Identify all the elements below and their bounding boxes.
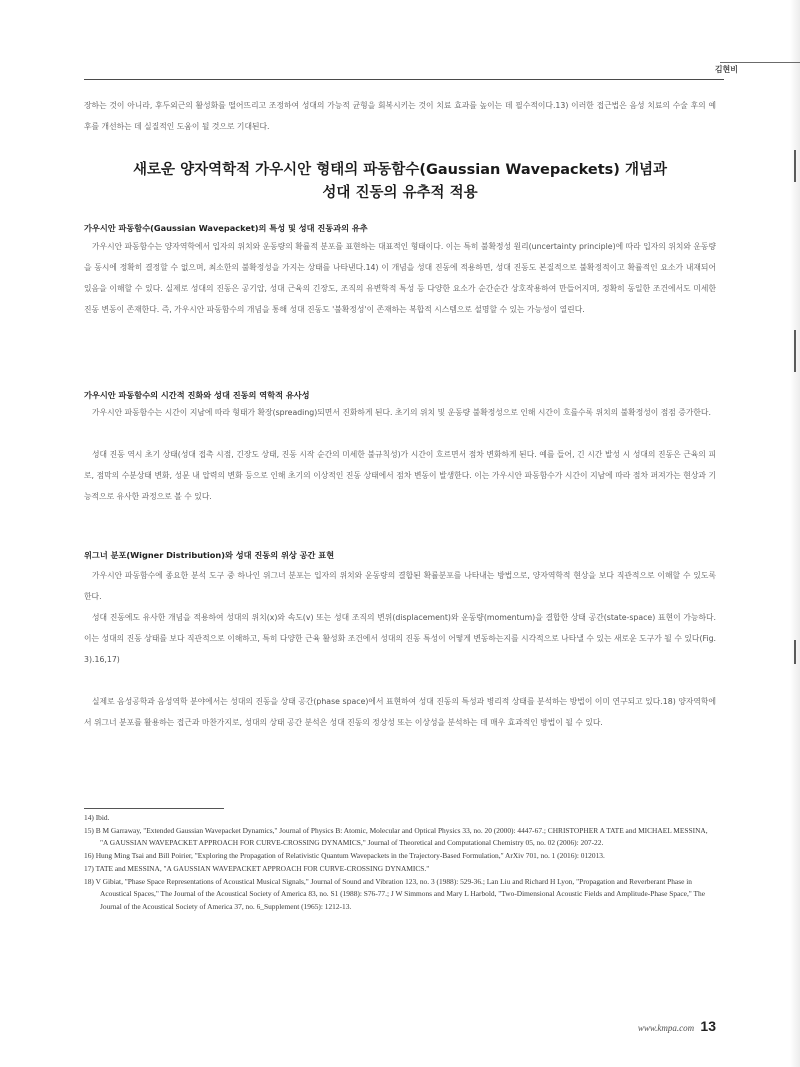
footnote-rule (84, 808, 224, 809)
footer-url: www.kmpa.com (637, 1023, 695, 1033)
subheading-2: 가우시안 파동함수의 시간적 진화와 성대 진동의 역학적 유사성 (84, 390, 310, 400)
paragraph-2-1: 가우시안 파동함수는 시간이 지남에 따라 형태가 확장(spreading)되면서 진화하게 된다. 초기의 위치 및 운동량 불확정성으로 인해 시간이 흐를수록 위치의 불확정성이 점점 증가한다. (92, 408, 711, 417)
header-rule (84, 79, 724, 80)
footnote-item: 16) Hung Ming Tsai and Bill Poirier, "Exploring the Propagation of Relativistic Quantum Wavepackets in the Trajectory-Based Formulation," ArXiv 701, no. 1 (2016): 012013. (84, 851, 605, 861)
subheading-1: 가우시안 파동함수(Gaussian Wavepacket)의 특성 및 성대 진동과의 유추 (84, 223, 368, 233)
footnote-item: 14) Ibid. (84, 813, 110, 822)
section-title-line-1: 새로운 양자역학적 가우시안 형태의 파동함수(Gaussian Wavepackets) 개념과 (133, 162, 667, 178)
paragraph-3-2: 성대 진동에도 유사한 개념을 적용하여 성대의 위치(x)와 속도(v) 또는 성대 조직의 변위(displacement)와 운동량(momentum)을 결합한 상태 공간(state-space) 표현이 가능하다. 이는 성대의 진동 상태를 보다 직관적으로 이해하고, 특히 다양한 근육 활성화 조건에서 성대의 진동 특성이 어떻게 변동하는지를 시각적으로 나타낼 수 있는 새로운 도구가 될 수 있다(Fig. 3).16,17) (84, 613, 716, 664)
section-title-line-2: 성대 진동의 유추적 적용 (322, 185, 478, 201)
subheading-3: 위그너 분포(Wigner Distribution)와 성대 진동의 위상 공간 표현 (84, 550, 335, 560)
intro-paragraph: 장하는 것이 아니라, 후두외근의 활성화를 떨어뜨리고 조정하여 성대의 가능적 균형을 회복시키는 것이 치료 효과를 높이는 데 필수적이다.13) 이러한 접근법은 음성 치료의 수술 후의 예후를 개선하는 데 실질적인 도움이 될 것으로 기대된다. (84, 101, 716, 131)
running-header-author: 김현비 (714, 65, 738, 74)
page-edge-mark (794, 640, 796, 664)
paragraph-3-1: 가우시안 파동함수에 종요한 분석 도구 중 하나인 위그너 분포는 입자의 위치와 운동량의 결합된 확률분포를 나타내는 방법으로, 양자역학적 현상을 보다 직관적으로 이해할 수 있도록 한다. (84, 571, 716, 601)
footnotes-list (84, 812, 716, 914)
page-number: 13 (700, 1018, 716, 1034)
section-title (84, 159, 716, 205)
paragraph-2-2: 성대 진동 역시 초기 상태(성대 접촉 시점, 긴장도 상태, 진동 시작 순간의 미세한 불규칙성)가 시간이 흐르면서 점차 변화하게 된다. 예를 들어, 긴 시간 발성 시 성대의 진동은 근육의 피로, 점막의 수분상태 변화, 성문 내 압력의 변화 등으로 인해 초기의 이상적인 진동 상태에서 점차 변동이 발생한다. 이는 가우시안 파동함수가 시간이 지남에 따라 점차 퍼져가는 현상과 기능적으로 유사한 과정으로 볼 수 있다. (84, 450, 716, 501)
footnote-item: 17) TATE and MESSINA, "A GAUSSIAN WAVEPACKET APPROACH FOR CURVE-CROSSING DYNAMICS." (84, 863, 430, 873)
page-footer (638, 1018, 716, 1034)
page-edge-mark (794, 330, 796, 372)
page-edge-mark (794, 150, 796, 182)
footnote-item: 18) V Gibiat, "Phase Space Representations of Acoustical Musical Signals," Journal of Sound and Vibration 123, no. 3 (1988): 529-36.; Lan Liu and Richard H Lyon, "Propagation and Reverberant Phase in Acoustical Spaces," The Journal of the Acoustical Society of America 83, no. S1 (1988): S76-77.; J W Simmons and Mary L Harbold, "Two-Dimensional Acoustic Fields and Amplitude-Phase Space," The Journal of the Acoustical Society of America 37, no. 6_Supplement (1965): 1212-13. (84, 876, 706, 911)
footnote-item: 15) B M Garraway, "Extended Gaussian Wavepacket Dynamics," Journal of Physics B: Atomic, Molecular and Optical Physics 33, no. 20 (2000): 4447-67.; CHRISTOPHER A TATE and MICHAEL MESSINA, "A GAUSSIAN WAVEPACKET APPROACH FOR CURVE-CROSSING DYNAMICS," Journal of Theoretical and Computational Chemistry 05, no. 02 (2006): 207-22. (84, 825, 708, 848)
paragraph-1-1: 가우시안 파동함수는 양자역학에서 입자의 위치와 운동량의 확률적 분포를 표현하는 대표적인 형태이다. 이는 특히 불확정성 원리(uncertainty principle)에 따라 입자의 위치와 운동량을 동시에 정확히 결정할 수 없으며, 최소한의 불확정성을 가지는 상태를 나타낸다.14) 이 개념을 성대 진동에 적용하면, 성대 진동도 본질적으로 불확정적이고 확률적인 요소가 내재되어 있음을 이해할 수 있다. 실제로 성대의 진동은 공기압, 성대 근육의 긴장도, 조직의 유변학적 특성 등 다양한 요소가 순간순간 상호작용하여 만들어지며, 정확히 동일한 조건에서도 미세한 진동 변동이 존재한다. 즉, 가우시안 파동함수의 개념을 통해 성대 진동도 '불확정성'이 존재하는 복합적 시스템으로 설명할 수 있는 가능성이 열린다. (84, 242, 716, 314)
paragraph-3-3: 실제로 음성공학과 음성역학 분야에서는 성대의 진동을 상태 공간(phase space)에서 표현하여 성대 진동의 특성과 병리적 상태를 분석하는 방법이 이미 연구되고 있다.18) 양자역학에서 위그너 분포를 활용하는 접근과 마찬가지로, 성대의 상태 공간 분석은 성대 진동의 정상성 또는 이상성을 분석하는 데 매우 효과적인 방법이 될 수 있다. (84, 697, 716, 727)
